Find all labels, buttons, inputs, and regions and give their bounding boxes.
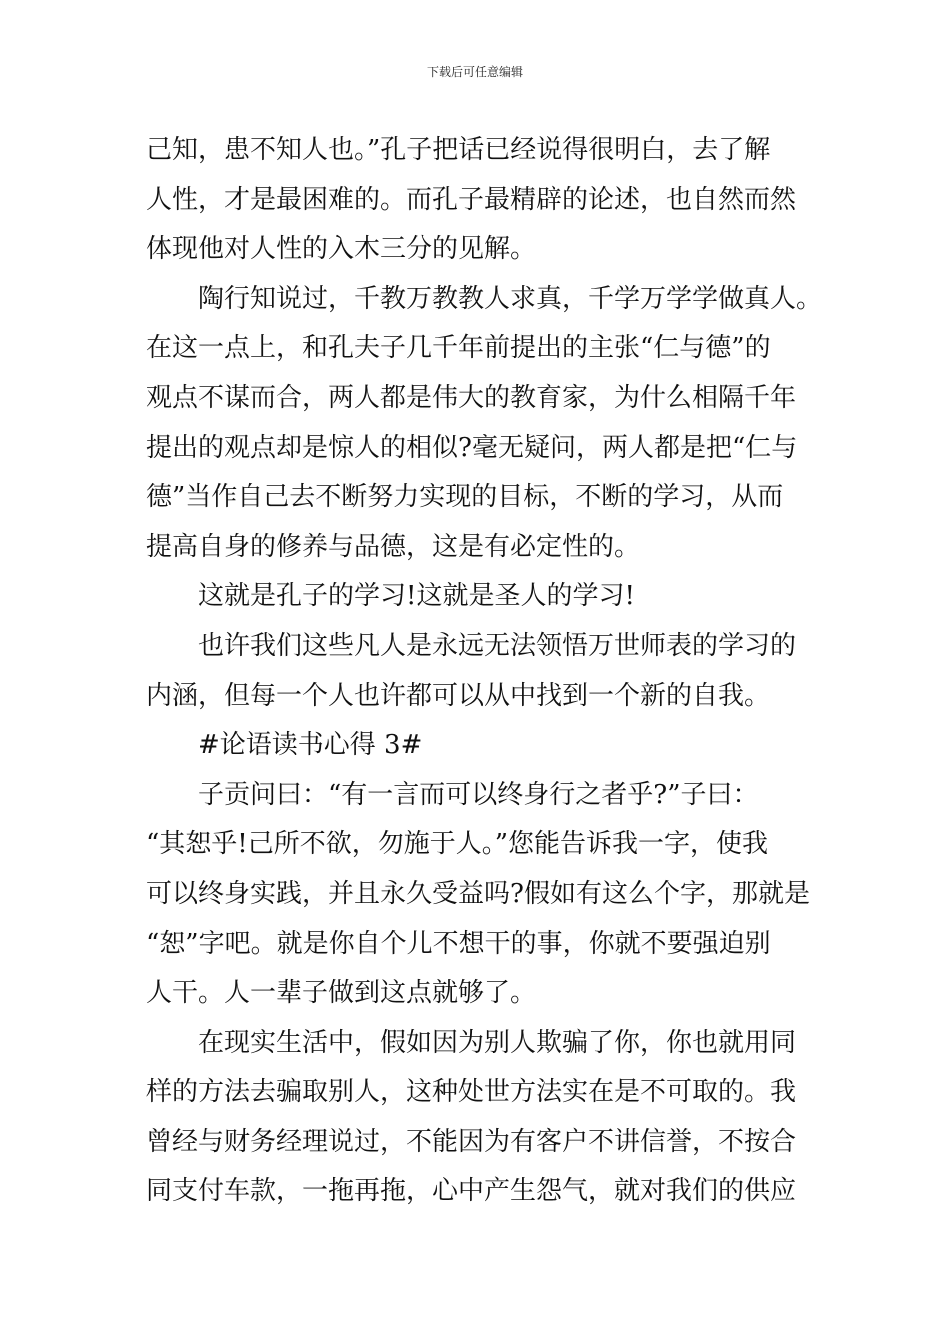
text-line: 己知，患不知人也。”孔子把话已经说得很明白，去了解 <box>146 135 771 165</box>
text-line: 体现他对人性的入木三分的见解。 <box>146 234 537 265</box>
text-line: 样的方法去骗取别人，这种处世方法实在是不可取的。我 <box>146 1077 797 1108</box>
text-line: 内涵，但每一个人也许都可以从中找到一个新的自我。 <box>146 680 771 711</box>
text-line: 可以终身实践，并且永久受益吗?假如有这么个字，那就是 <box>146 878 810 909</box>
document-body <box>146 126 846 1217</box>
text-line: 人干。人一辈子做到这点就够了。 <box>146 978 537 1009</box>
text-line: 曾经与财务经理说过，不能因为有客户不讲信誉，不按合 <box>146 1126 797 1157</box>
text-line: 德”当作自己去不断努力实现的目标，不断的学习，从而 <box>146 482 784 513</box>
text-line: 同支付车款，一拖再拖，心中产生怨气，就对我们的供应 <box>146 1176 797 1207</box>
text-line: 观点不谋而合，两人都是伟大的教育家，为什么相隔千年 <box>146 382 797 413</box>
text-line: 提出的观点却是惊人的相似?毫无疑问，两人都是把“仁与 <box>146 432 798 463</box>
text-line: 在现实生活中，假如因为别人欺骗了你，你也就用同 <box>198 1027 797 1058</box>
text-line: 也许我们这些凡人是永远无法领悟万世师表的学习的 <box>198 630 797 661</box>
text-line: 陶行知说过，千教万教教人求真，千学万学学做真人。 <box>198 283 823 314</box>
text-line: 人性，才是最困难的。而孔子最精辟的论述，也自然而然 <box>146 184 797 215</box>
text-line: “恕”字吧。就是你自个儿不想干的事，你就不要强迫别 <box>146 928 771 959</box>
text-line: 这就是孔子的学习!这就是圣人的学习! <box>198 581 635 612</box>
text-line: 在这一点上，和孔夫子几千年前提出的主张“仁与德”的 <box>146 333 771 364</box>
section-heading: #论语读书心得 3# <box>198 730 423 761</box>
page-header: 下载后可任意编辑 <box>426 65 523 79</box>
text-line: 子贡问曰：“有一言而可以终身行之者乎?”子曰： <box>198 779 759 810</box>
text-line: 提高自身的修养与品德，这是有必定性的。 <box>146 531 641 562</box>
text-line: “其恕乎!己所不欲，勿施于人。”您能告诉我一字，使我 <box>146 829 769 860</box>
